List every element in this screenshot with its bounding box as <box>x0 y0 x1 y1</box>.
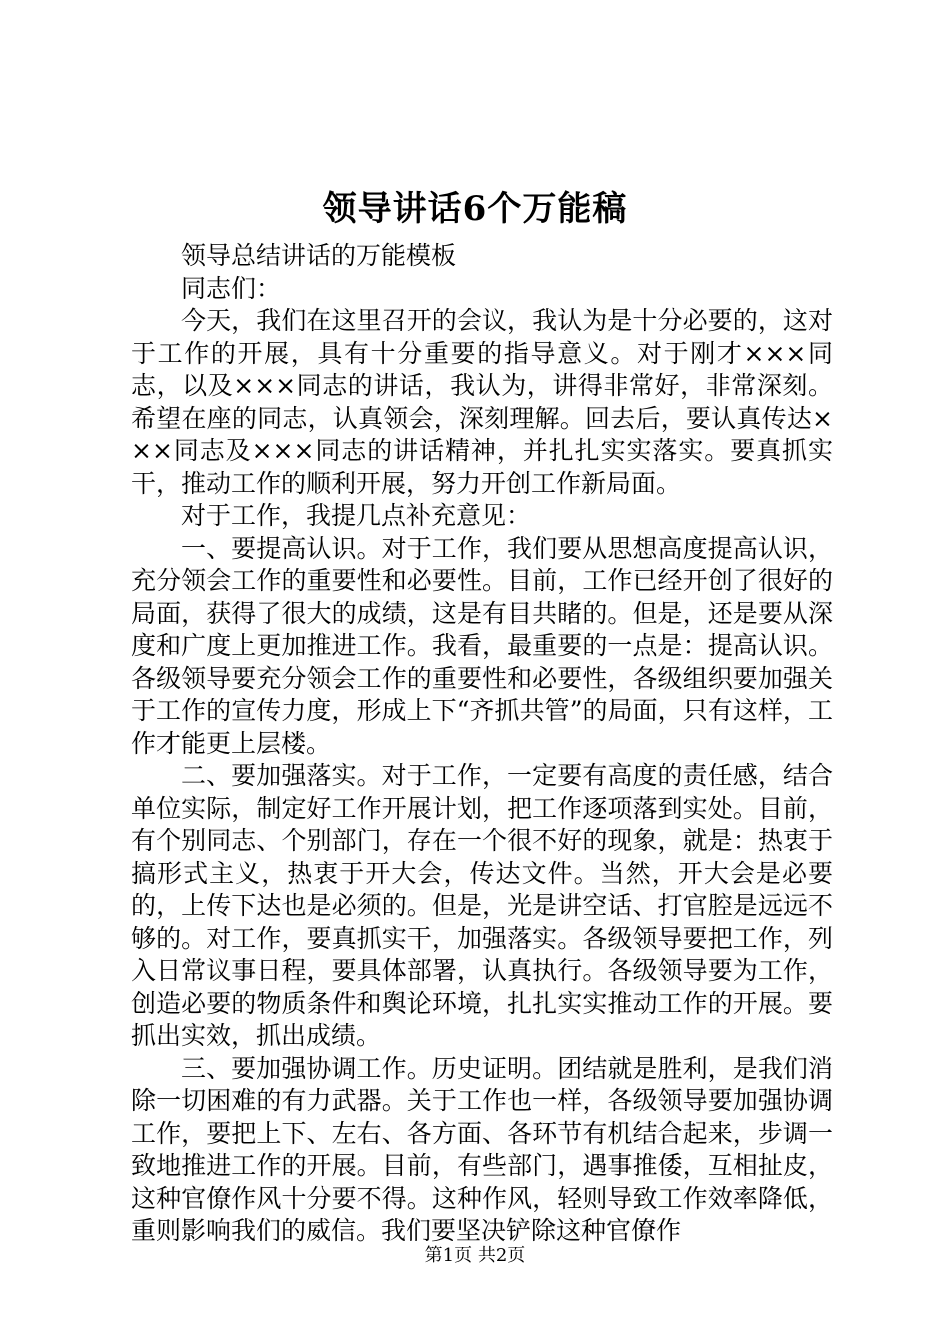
paragraph-intro-points: 对于工作，我提几点补充意见： <box>181 501 532 530</box>
paragraph-heading: 领导总结讲话的万能模板 <box>181 241 457 270</box>
document-body <box>131 240 833 1248</box>
paragraph-salutation: 同志们： <box>181 273 282 303</box>
paragraph-point-three: 三、要加强协调工作。历史证明。团结就是胜利，是我们消除一切困难的有力武器。关于工作也一样，各级领导要加强协调工作，要把上下、左右、各方面、各环节有机结合起来，步调一致地推进工作的开展。目前，有些部门，遇事推倭，互相扯皮，这种官僚作风十分要不得。这种作风，轻则导致工作效率降低，重则影响我们的威信。我们要坚决铲除这种官僚作 <box>131 1053 833 1245</box>
page-footer: 第1页 共2页 <box>424 1245 526 1266</box>
paragraph-point-one: 一、要提高认识。对于工作，我们要从思想高度提高认识，充分领会工作的重要性和必要性。目前，工作已经开创了很好的局面，获得了很大的成绩，这是有目共睹的。但是，还是要从深度和广度上更加推进工作。我看，最重要的一点是：提高认识。各级领导要充分领会工作的重要性和必要性，各级组织要加强关于工作的宣传力度，形成上下“齐抓共管”的局面，只有这样，工作才能更上层楼。 <box>131 533 833 758</box>
paragraph-opening: 今天，我们在这里召开的会议，我认为是十分必要的，这对于工作的开展，具有十分重要的指导意义。对于刚才×××同志，以及×××同志的讲话，我认为，讲得非常好，非常深刻。希望在座的同志，认真领会，深刻理解。回去后，要认真传达×××同志及×××同志的讲话精神，并扎扎实实落实。要真抓实干，推动工作的顺利开展，努力开创工作新局面。 <box>131 306 833 498</box>
paragraph-point-two: 二、要加强落实。对于工作，一定要有高度的责任感，结合单位实际，制定好工作开展计划，把工作逐项落到实处。目前，有个别同志、个别部门，存在一个很不好的现象，就是：热衷于搞形式主义，热衷于开大会，传达文件。当然，开大会是必要的，上传下达也是必须的。但是，光是讲空话、打官腔是远远不够的。对工作，要真抓实干，加强落实。各级领导要把工作，列入日常议事日程，要具体部署，认真执行。各级领导要为工作，创造必要的物质条件和舆论环境，扎扎实实推动工作的开展。要抓出实效，抓出成绩。 <box>131 761 833 1050</box>
document-title: 领导讲话6个万能稿 <box>322 189 628 229</box>
